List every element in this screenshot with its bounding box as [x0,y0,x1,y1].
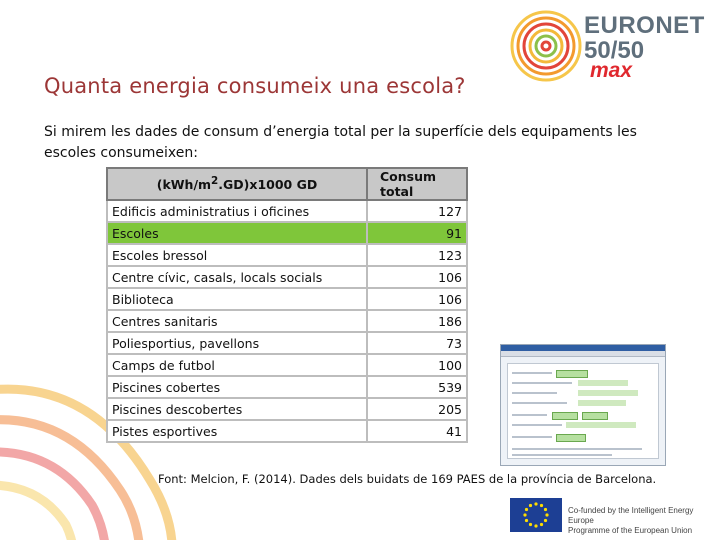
sheet-cell [582,412,608,420]
row-value: 91 [367,222,467,244]
table-header-row [107,168,467,200]
logo-line-5050: 50/50 [584,37,645,64]
table-row [107,266,467,288]
table-row [107,354,467,376]
row-label: Escoles bressol [107,244,367,266]
logo-line-euronet: EURONET [584,12,705,39]
eu-text-line-2: Programme of the European Union [568,526,693,535]
sheet-line [512,382,572,384]
row-label: Centres sanitaris [107,310,367,332]
row-label: Edificis administratius i oficines [107,200,367,222]
row-value: 205 [367,398,467,420]
source-citation: Font: Melcion, F. (2014). Dades dels buidats de 169 PAES de la província de Barcelona. [158,472,657,486]
table-body [107,200,467,442]
slide-title: Quanta energia consumeix una escola? [44,74,466,98]
row-label: Pistes esportives [107,420,367,442]
intro-paragraph: Si mirem les dades de consum d’energia total per la superfície dels equipaments les escoles consumeixen: [44,124,637,161]
row-label: Centre cívic, casals, locals socials [107,266,367,288]
row-value: 100 [367,354,467,376]
row-label: Biblioteca [107,288,367,310]
row-value: 73 [367,332,467,354]
row-value: 186 [367,310,467,332]
table-row [107,310,467,332]
spreadsheet-area [507,363,659,459]
sheet-cell [556,370,588,378]
table-row [107,398,467,420]
row-value: 539 [367,376,467,398]
header-unit-prefix: (kWh/m [156,177,212,193]
sheet-line [512,454,612,456]
table-row [107,222,467,244]
sheet-cell [556,434,586,442]
row-value: 106 [367,266,467,288]
euronet-logo-icon [508,4,586,94]
table-row [107,332,467,354]
table-row [107,420,467,442]
row-value: 41 [367,420,467,442]
sheet-cell [566,422,636,428]
sheet-cell [552,412,578,420]
header-unit [107,168,367,200]
row-value: 123 [367,244,467,266]
energy-consumption-table [106,167,468,443]
euronet-logo [584,14,705,81]
eu-cofunding-text [568,506,720,536]
row-label: Escoles [107,222,367,244]
table-row [107,244,467,266]
sheet-line [512,372,552,374]
row-label: Camps de futbol [107,354,367,376]
sheet-line [512,392,557,394]
row-value: 106 [367,288,467,310]
header-consum-total: Consum total [367,168,467,200]
sheet-cell [578,390,638,396]
sheet-cell [578,400,626,406]
eu-flag-icon [510,498,562,532]
header-unit-sup: 2 [211,175,219,188]
window-toolbar [501,351,665,357]
sheet-line [512,414,547,416]
table-row [107,288,467,310]
row-value: 127 [367,200,467,222]
sheet-cell [578,380,628,386]
logo-line-max: max [590,59,633,82]
row-label: Poliesportius, pavellons [107,332,367,354]
row-label: Piscines cobertes [107,376,367,398]
table-row [107,376,467,398]
sheet-line [512,448,642,450]
sheet-line [512,402,567,404]
spreadsheet-screenshot-image [500,344,666,466]
header-unit-suffix: .GD)x1000 GD [218,177,318,193]
eu-text-line-1: Co-funded by the Intelligent Energy Europe [568,506,694,525]
row-label: Piscines descobertes [107,398,367,420]
sheet-line [512,424,562,426]
sheet-line [512,436,552,438]
table-row [107,200,467,222]
